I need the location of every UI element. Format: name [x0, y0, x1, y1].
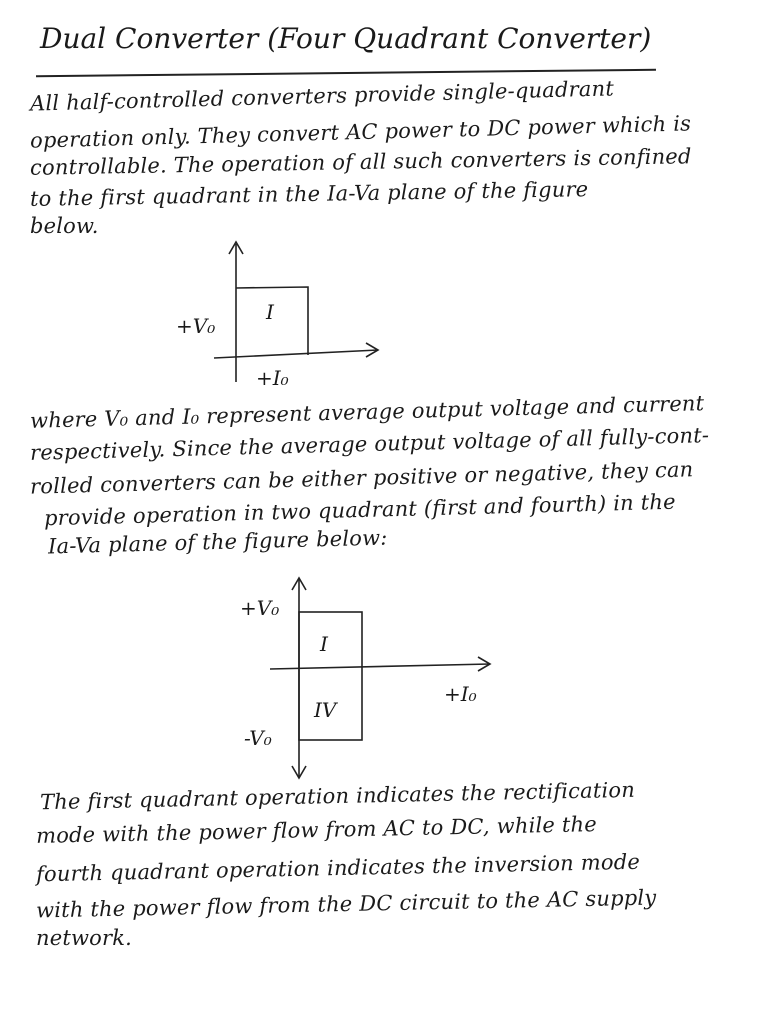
figure2-current-label: +I₀: [444, 682, 477, 706]
paragraph2-line: provide operation in two quadrant (first and fourth) in the: [43, 489, 677, 531]
paragraph1-line: to the first quadrant in the Ia-Va plane of the figure: [29, 177, 589, 211]
paragraph2-line: rolled converters can be either positive or negative, they can: [29, 457, 694, 499]
page-title: Dual Converter (Four Quadrant Converter): [40, 22, 652, 55]
paragraph3-line: fourth quadrant operation indicates the inversion mode: [35, 849, 641, 887]
paragraph1-line: below.: [30, 214, 99, 238]
figure1-diagram: [214, 242, 378, 382]
paragraph2-line: where V₀ and I₀ represent average output voltage and current: [29, 391, 705, 433]
paragraph3-line: with the power flow from the DC circuit to the AC supply: [35, 885, 657, 923]
paragraph3-line: network.: [36, 926, 133, 950]
paragraph1-line: operation only. They convert AC power to DC power which is: [29, 111, 692, 153]
figure2-positive-voltage-label: +V₀: [240, 596, 280, 620]
figure1-voltage-label: +V₀: [176, 314, 216, 338]
figure1-current-label: +I₀: [256, 366, 289, 390]
figure2-quadrant-one-label: I: [320, 632, 328, 656]
figure2-negative-voltage-label: -V₀: [244, 726, 272, 750]
figure1-current-axis: [214, 350, 378, 358]
paragraph3-line: The first quadrant operation indicates the rectification: [39, 777, 636, 815]
paragraph1-line: controllable. The operation of all such converters is confined: [29, 144, 692, 180]
paragraph1-line: All half-controlled converters provide single-quadrant: [29, 76, 615, 116]
figure1-quadrant-label: I: [266, 300, 274, 324]
paragraph3-line: mode with the power flow from AC to DC, while the: [35, 812, 598, 848]
figure2-current-axis: [270, 664, 490, 669]
paragraph2-line: Ia-Va plane of the figure below:: [47, 525, 388, 559]
figure2-quadrant-four-label: IV: [314, 698, 337, 722]
figure2-diagram: [270, 578, 490, 778]
paragraph2-line: respectively. Since the average output voltage of all fully-cont-: [29, 423, 710, 465]
